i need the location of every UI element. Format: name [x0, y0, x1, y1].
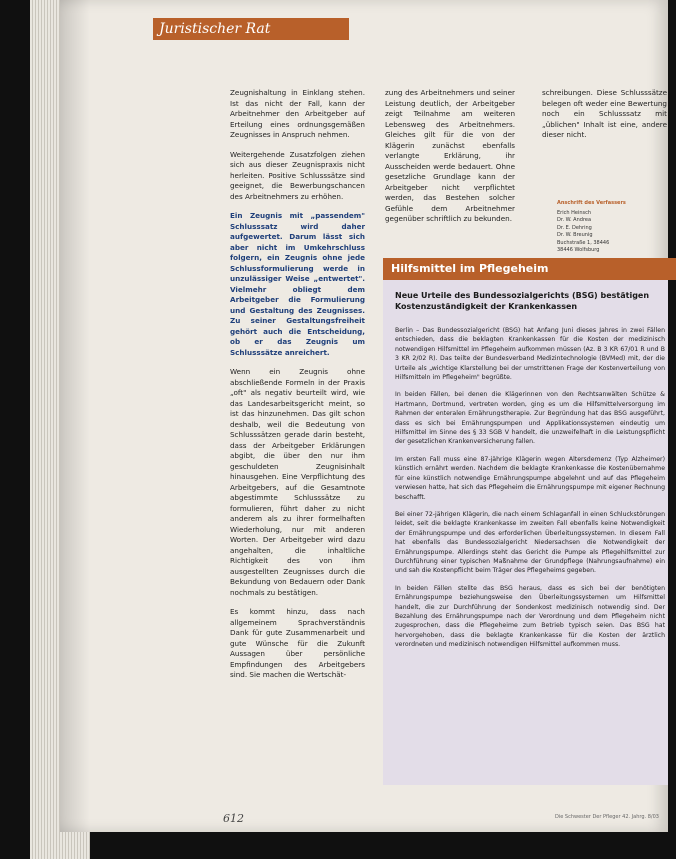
paragraph: Bei einer 72-jährigen Klägerin, die nach einem Schlaganfall in einen Schluckstörungen leidet, seit die beklagte Krankenkasse im zweiten Fall ebenfalls keine Notwendigkeit der Ernährungspumpe und des erforderlichen Überleitungssystemen. In diesem Fall hat ebenfalls das Bundessozialgericht Niedersachsen die Notwendigkeit der Ernährungspumpe. Allerdings steht das Gericht die Pumpe als Pflegehilfsmittel zur Durchführung einer typischen Maßnahme der Grundpflege (Nahrungsaufnahme) ein und sah die Kostenpflicht beim Träger des Pflegeheims gegeben.: [395, 510, 665, 575]
author-line: Dr. W. Andrea: [557, 217, 592, 223]
paragraph: Wenn ein Zeugnis ohne abschließende Formeln in der Praxis „oft" als negativ beurteilt wird, wie das Landesarbeitsgericht meint, so ist das hinzunehmen. Das gilt schon deshalb, weil die Bedeutung von Schlusssätzen gerade darin besteht, dass der Arbeitgeber Erklärungen abgibt, die über den nur ihm geschuldeten Zeugnisinhalt hinausgehen. Eine Verpflichtung des Arbeitgebers, auf die Gesamtnote abgestimmte Schlusssätze zu formulieren, führt daher zu nicht anderem als zu ihrer formelhaften Wiederholung, nur mit anderen Worten. Der Arbeitgeber wird dazu angehalten, die inhaltliche Richtigkeit des von ihm ausgestellten Zeugnisses durch die Bekundung von Bedauern oder Dank nochmals zu bestätigen.: [230, 367, 365, 597]
paragraph: Zeugnishaltung in Einklang stehen. Ist das nicht der Fall, kann der Arbeitnehmer den Arbeitgeber auf Erteilung eines ordnungsgemäßen Zeugnisses in Anspruch nehmen.: [230, 88, 365, 139]
paragraph: zung des Arbeitnehmers und seiner Leistung deutlich, der Arbeitgeber zeigt Teilnahme am weiteren Lebensweg des Arbeitnehmers. Gleiches gilt für die von der Klägerin zunächst ebenfalls verlangte Erklärung, ihr Ausscheiden werde bedauert. Ohne gesetzliche Grundlage kann der Arbeitgeber nicht verpflichtet werden, das Bestehen solcher Gefühle dem Arbeitnehmer gegenüber schriftlich zu bekunden.: [385, 88, 515, 223]
author-line: Erich Heinsch: [557, 209, 592, 216]
page-footer: Die Schwester Der Pfleger 42. Jahrg. 8/03: [555, 814, 659, 820]
page-number: 612: [223, 812, 244, 825]
paragraph: Im ersten Fall muss eine 87-jährige Klägerin wegen Altersdemenz (Typ Alzheimer) künstlich ernährt werden. Nachdem die beklagte Krankenkasse die Kostenübernahme für eine künstlich notwendige Ernährungspumpe abgelehnt und auf das Pflegeheim verwiesen hatte, hat sich das Pflegeheim die Ernährungspumpe mit eigener Rechnung beschafft.: [395, 455, 665, 501]
author-address: [557, 200, 647, 255]
author-line: Buchstraße 1, 38446: [557, 239, 610, 246]
box-heading: Hilfsmittel im Pflegeheim: [383, 258, 676, 280]
box-title: Neue Urteile des Bundessozialgerichts (BSG) bestätigen Kostenzuständigkeit der Krankenkassen: [395, 291, 650, 311]
paragraph: Weitergehende Zusatzfolgen ziehen sich aus dieser Zeugnispraxis nicht herleiten. Positive Schlusssätze sind geeignet, die Bewerbungschancen des Arbeitnehmers zu erhöhen.: [230, 149, 365, 201]
author-line: Dr. E. Dehring: [557, 224, 592, 231]
paragraph: schreibungen. Diese Schlusssätze belegen oft weder eine Bewertung noch ein Schlusssatz mit „üblichen" Inhalt ist eine, andere dieser nicht.: [542, 88, 667, 139]
paragraph: Berlin – Das Bundessozialgericht (BSG) hat Anfang Juni dieses Jahres in zwei Fällen entschieden, dass die beklagten Krankenkassen für die Kosten der medizinisch notwendigen Hilfsmittel im Pflegeheim aufkommen müssen (Az. B 3 KR 67/01 R und B 3 KR 2/02 R). Das teilte der Bundesverband Medizintechnologie (BVMed) mit, der die Urteile als „wichtige Klarstellung bei der umstrittenen Frage der Kostenverteilung von Hilfsmitteln im Pflegeheim" begrüßte.: [395, 327, 665, 382]
highlighted-paragraph: Ein Zeugnis mit „passendem" Schlusssatz wird daher aufgewertet. Darum lässt sich aber nicht im Umkehrschluss folgern, ein Zeugnis ohne jede Schlussformulierung werde in unzulässiger Weise „entwertet". Vielmehr obliegt dem Arbeitgeber die Formulierung und Gestaltung des Zeugnisses. Zu seiner Gestaltungsfreiheit gehört auch die Entscheidung, ob er das Zeugnis um Schlusssätze anreichert.: [230, 211, 365, 357]
author-line: 38446 Wolfsburg: [557, 247, 600, 253]
paragraph: In beiden Fällen stellte das BSG heraus, dass es sich bei der benötigten Ernährungspumpe beziehungsweise den Überleitungssystemen um Hilfsmittel handelt, die zur Durchführung der Sondenkost medizinisch notwendig sind. Der Bezahlung des Ernährungspumpe nach der Verordnung und dem Pflegeheim nicht zugesprochen, dass die Pflegeheime zum Betrieb typisch seien. Das BSG hat hervorgehoben, dass die beklagte Krankenkasse für die Kosten der ärztlich verordneten und medizinisch notwendigen Hilfsmittel aufkommen muss.: [395, 584, 665, 649]
section-title: Juristischer Rat: [153, 18, 349, 40]
paragraph: In beiden Fällen, bei denen die Klägerinnen von den Rechtsanwälten Schütze & Hartmann, Dortmund, vertreten worden, ging es um die Hilfsmittelversorgung im Rahmen der enteralen Ernährungstherapie. Zur Begründung hat das BSG ausgeführt, dass es sich bei Ernährungspumpen und Applikationssystemen eindeutig um Hilfsmittel im Sinne des § 33 SGB V handelt, die unzweifelhaft in die Leistungspflicht der gesetzlichen Krankenversicherung fallen.: [395, 391, 665, 446]
column-2: [385, 88, 515, 234]
author-line: Dr. W. Breunig: [557, 232, 593, 238]
author-heading: Anschrift des Verfassers: [557, 200, 626, 206]
gutter-shadow: [60, 0, 90, 832]
column-3: [542, 88, 667, 150]
box-body: [395, 326, 665, 658]
paragraph: Es kommt hinzu, dass nach allgemeinem Sprachverständnis Dank für gute Zusammenarbeit und gute Wünsche für die Zukunft Aussagen über persönliche Empfindungen des Arbeitgebers sind. Sie machen die Wertschät-: [230, 607, 365, 679]
column-1: [230, 88, 365, 690]
